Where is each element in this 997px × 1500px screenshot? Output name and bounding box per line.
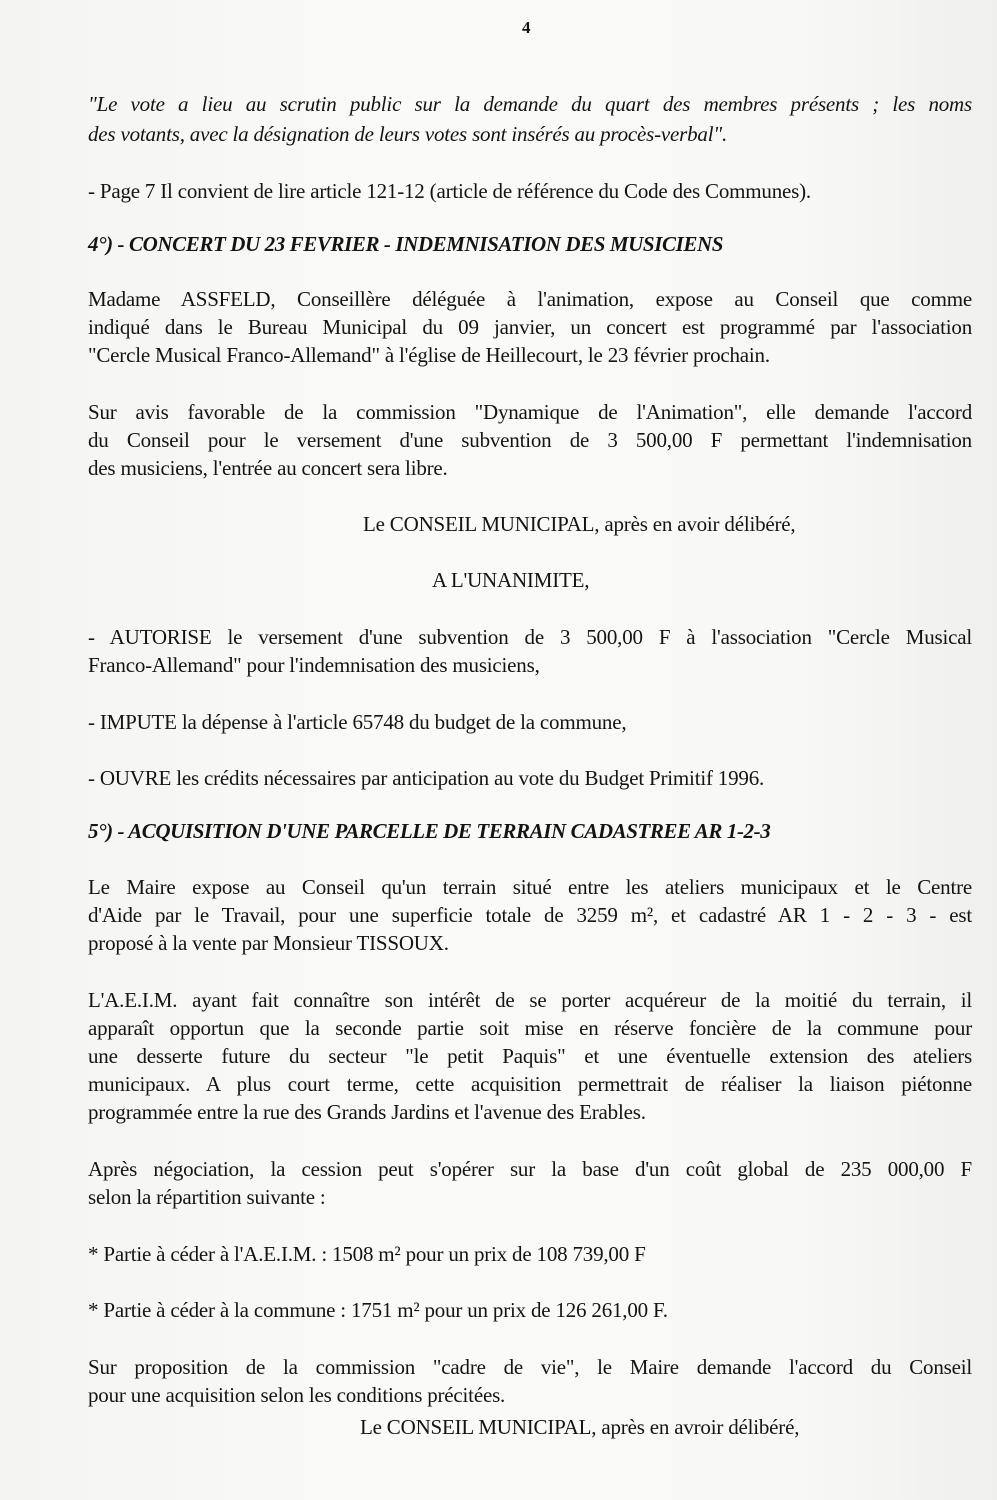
paragraph-line: Sur proposition de la commission "cadre de vie", le Maire demande l'accord du Conseil — [88, 1355, 972, 1379]
paragraph-line: municipaux. A plus court terme, cette acquisition permettrait de réaliser la liaison piétonne — [88, 1072, 972, 1096]
decision-line: Franco-Allemand" pour l'indemnisation des musiciens, — [88, 653, 540, 677]
deliberation-statement: Le CONSEIL MUNICIPAL, après en avoir délibéré, — [363, 512, 796, 536]
quote-line: "Le vote a lieu au scrutin public sur la demande du quart des membres présents ; les noms — [88, 92, 972, 116]
paragraph-line: d'Aide par le Travail, pour une superficie totale de 3259 m², et cadastré AR 1 - 2 - 3 - est — [88, 903, 972, 927]
decision-line: - IMPUTE la dépense à l'article 65748 du budget de la commune, — [88, 710, 627, 734]
paragraph-line: indiqué dans le Bureau Municipal du 09 janvier, un concert est programmé par l'association — [88, 315, 972, 339]
paragraph-line: Après négociation, la cession peut s'opérer sur la base d'un coût global de 235 000,00 F — [88, 1157, 972, 1181]
paragraph-line: Le Maire expose au Conseil qu'un terrain situé entre les ateliers municipaux et le Centre — [88, 875, 972, 899]
paragraph-line: L'A.E.I.M. ayant fait connaître son intérêt de se porter acquéreur de la moitié du terrain, il — [88, 988, 972, 1012]
decision-line: - AUTORISE le versement d'une subvention de 3 500,00 F à l'association "Cercle Musical — [88, 625, 972, 649]
allocation-item: * Partie à céder à l'A.E.I.M. : 1508 m² pour un prix de 108 739,00 F — [88, 1242, 646, 1266]
paragraph-line: apparaît opportun que la seconde partie soit mise en réserve foncière de la commune pour — [88, 1016, 972, 1040]
vote-result: A L'UNANIMITE, — [432, 568, 590, 592]
decision-line: - OUVRE les crédits nécessaires par anticipation au vote du Budget Primitif 1996. — [88, 766, 765, 790]
paragraph-line: proposé à la vente par Monsieur TISSOUX. — [88, 931, 449, 955]
page-number: 4 — [522, 18, 531, 37]
paragraph-line: Madame ASSFELD, Conseillère déléguée à l'animation, expose au Conseil que comme — [88, 287, 972, 311]
paragraph-line: selon la répartition suivante : — [88, 1185, 326, 1209]
paragraph-line: des musiciens, l'entrée au concert sera libre. — [88, 456, 448, 480]
paragraph-line: une desserte future du secteur "le petit Paquis" et une éventuelle extension des ateliers — [88, 1044, 972, 1068]
paragraph-line: Sur avis favorable de la commission "Dynamique de l'Animation", elle demande l'accord — [88, 400, 972, 424]
allocation-item: * Partie à céder à la commune : 1751 m² pour un prix de 126 261,00 F. — [88, 1298, 668, 1322]
paragraph-line: pour une acquisition selon les conditions précitées. — [88, 1383, 506, 1407]
deliberation-statement: Le CONSEIL MUNICIPAL, après en avroir délibéré, — [360, 1415, 800, 1439]
paragraph-line: programmée entre la rue des Grands Jardins et l'avenue des Erables. — [88, 1100, 646, 1124]
correction-note: - Page 7 Il convient de lire article 121-12 (article de référence du Code des Communes). — [88, 179, 811, 203]
paragraph-line: "Cercle Musical Franco-Allemand" à l'église de Heillecourt, le 23 février prochain. — [88, 343, 770, 367]
section-5-heading: 5°) - ACQUISITION D'UNE PARCELLE DE TERRAIN CADASTREE AR 1-2-3 — [88, 819, 771, 843]
quote-line: des votants, avec la désignation de leurs votes sont insérés au procès-verbal". — [88, 122, 728, 146]
section-4-heading: 4°) - CONCERT DU 23 FEVRIER - INDEMNISATION DES MUSICIENS — [88, 232, 724, 256]
paragraph-line: du Conseil pour le versement d'une subvention de 3 500,00 F permettant l'indemnisation — [88, 428, 972, 452]
